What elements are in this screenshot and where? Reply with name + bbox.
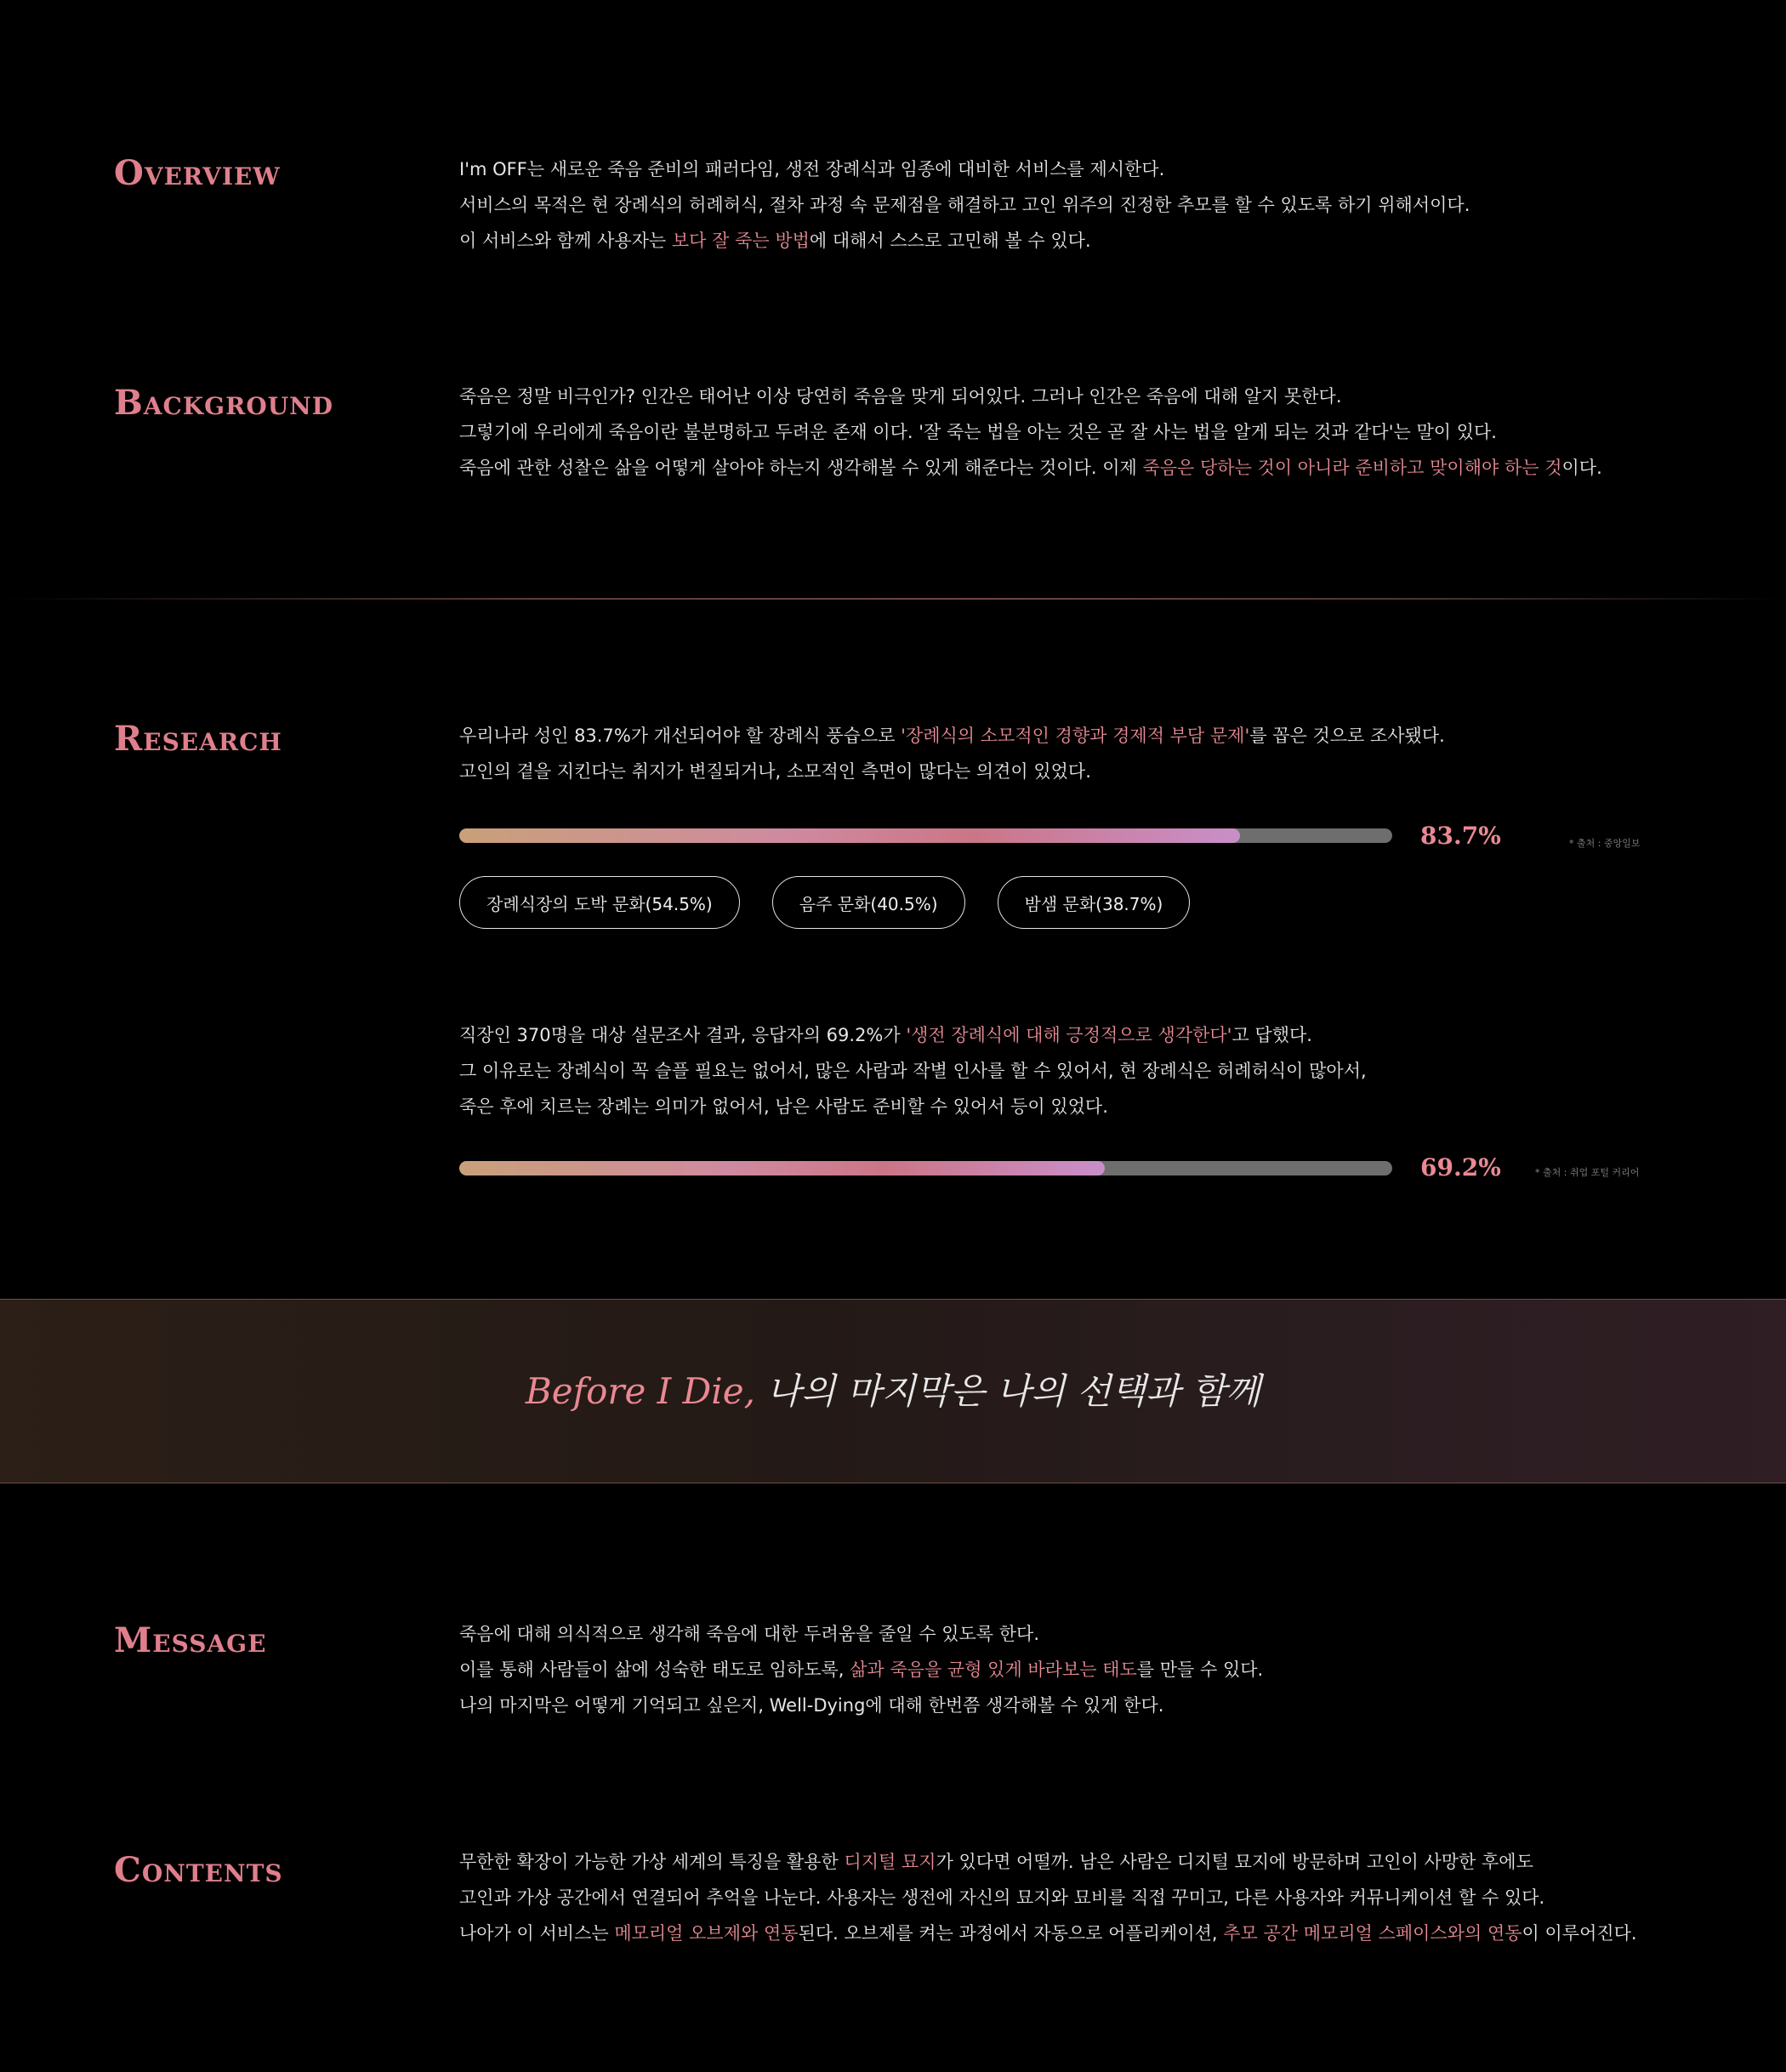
message-text — [459, 1616, 1692, 1723]
percent-label-69: 69.2% — [1420, 1153, 1501, 1181]
background-line-2: 그렇기에 우리에게 죽음이란 불분명하고 두려운 존재 이다. '잘 죽는 법을 아는 것은 곧 잘 사는 법을 알게 되는 것과 같다'는 말이 있다. — [459, 422, 1497, 442]
progress-bar-69 — [459, 1161, 1392, 1175]
research-line-1: 우리나라 성인 83.7%가 개선되어야 할 장례식 풍습으로 '장례식의 소모적인 경향과 경제적 부담 문제'를 꼽은 것으로 조사됐다. — [459, 726, 1445, 746]
message-line-3: 나의 마지막은 어떻게 기억되고 싶은지, Well-Dying에 대해 한번쯤 생각해볼 수 있게 한다. — [459, 1695, 1164, 1716]
message-title: Message — [114, 1620, 267, 1660]
highlight-text: 죽음은 당하는 것이 아니라 준비하고 맞이해야 하는 것 — [1142, 458, 1562, 478]
contents-line-3: 나아가 이 서비스는 메모리얼 오브제와 연동된다. 오브제를 켜는 과정에서 자동으로 어플리케이션, 추모 공간 메모리얼 스페이스와의 연동이 이루어진다. — [459, 1923, 1637, 1944]
source-note-1: * 출처 : 중앙일보 — [1569, 838, 1641, 849]
pill-all-nighter: 밤샘 문화(38.7%) — [998, 876, 1191, 929]
banner-text: Before I Die, 나의 마지막은 나의 선택과 함께 — [525, 1369, 1261, 1412]
background-title: Background — [114, 383, 334, 423]
research2-line-3: 죽은 후에 치르는 장례는 의미가 없어서, 남은 사람도 준비할 수 있어서 등이 있었다. — [459, 1096, 1108, 1117]
contents-line-1: 무한한 확장이 가능한 가상 세계의 특징을 활용한 디지털 묘지가 있다면 어떨까. 남은 사람은 디지털 묘지에 방문하며 고인이 사망한 후에도 — [459, 1852, 1533, 1872]
highlight-text: 디지털 묘지 — [844, 1852, 936, 1872]
pill-drinking: 음주 문화(40.5%) — [772, 876, 965, 929]
pill-gambling: 장례식장의 도박 문화(54.5%) — [459, 876, 740, 929]
overview-title: Overview — [114, 153, 281, 193]
overview-line-2: 서비스의 목적은 현 장례식의 허례허식, 절차 과정 속 문제점을 해결하고 고인 위주의 진정한 추모를 할 수 있도록 하기 위해서이다. — [459, 195, 1470, 215]
banner-highlight: Before I Die, — [525, 1369, 755, 1412]
highlight-text: 추모 공간 메모리얼 스페이스와의 연동 — [1223, 1923, 1522, 1944]
highlight-text: 보다 잘 죽는 방법 — [671, 231, 810, 251]
contents-text — [459, 1844, 1692, 1951]
research2-line-2: 그 이유로는 장례식이 꼭 슬플 필요는 없어서, 많은 사람과 작별 인사를 할 수 있어서, 현 장례식은 허례허식이 많아서, — [459, 1061, 1367, 1081]
highlight-text: 삶과 죽음을 균형 있게 바라보는 태도 — [850, 1659, 1137, 1680]
message-line-2: 이를 통해 사람들이 삶에 성숙한 태도로 임하도록, 삶과 죽음을 균형 있게 바라보는 태도를 만들 수 있다. — [459, 1659, 1264, 1680]
section-divider — [0, 598, 1786, 600]
progress-fill-83 — [459, 828, 1240, 843]
progress-bar-83 — [459, 828, 1392, 843]
overview-line-3: 이 서비스와 함께 사용자는 보다 잘 죽는 방법에 대해서 스스로 고민해 볼 수 있다. — [459, 231, 1091, 251]
research2-line-1: 직장인 370명을 대상 설문조사 결과, 응답자의 69.2%가 '생전 장례식에 대해 긍정적으로 생각한다'고 답했다. — [459, 1025, 1312, 1045]
source-note-2: * 출처 : 취업 포털 커리어 — [1535, 1167, 1640, 1178]
research-text-2 — [459, 1017, 1692, 1124]
contents-line-2: 고인과 가상 공간에서 연결되어 추억을 나눈다. 사용자는 생전에 자신의 묘지와 묘비를 직접 꾸미고, 다른 사용자와 커뮤니케이션 할 수 있다. — [459, 1887, 1545, 1908]
overview-line-1: I'm OFF는 새로운 죽음 준비의 패러다임, 생전 장례식과 임종에 대비한 서비스를 제시한다. — [459, 159, 1165, 179]
research-title: Research — [114, 719, 282, 759]
overview-text — [459, 151, 1692, 259]
banner — [0, 1299, 1786, 1483]
background-line-3: 죽음에 관한 성찰은 삶을 어떻게 살아야 하는지 생각해볼 수 있게 해준다는 것이다. 이제 죽음은 당하는 것이 아니라 준비하고 맞이해야 하는 것이다. — [459, 458, 1602, 478]
highlight-text: '장례식의 소모적인 경향과 경제적 부담 문제' — [901, 726, 1250, 746]
research-text-1 — [459, 718, 1692, 789]
highlight-text: 메모리얼 오브제와 연동 — [614, 1923, 799, 1944]
pill-group — [459, 876, 1190, 929]
research-line-2: 고인의 곁을 지킨다는 취지가 변질되거나, 소모적인 측면이 많다는 의견이 있었다. — [459, 761, 1091, 782]
message-line-1: 죽음에 대해 의식적으로 생각해 죽음에 대한 두려움을 줄일 수 있도록 한다. — [459, 1624, 1040, 1644]
contents-title: Contents — [114, 1850, 283, 1890]
progress-fill-69 — [459, 1161, 1105, 1175]
highlight-text: '생전 장례식에 대해 긍정적으로 생각한다' — [906, 1025, 1232, 1045]
background-text — [459, 379, 1692, 486]
background-line-1: 죽음은 정말 비극인가? 인간은 태어난 이상 당연히 죽음을 맞게 되어있다. 그러나 인간은 죽음에 대해 알지 못한다. — [459, 386, 1342, 407]
percent-label-83: 83.7% — [1420, 822, 1501, 850]
